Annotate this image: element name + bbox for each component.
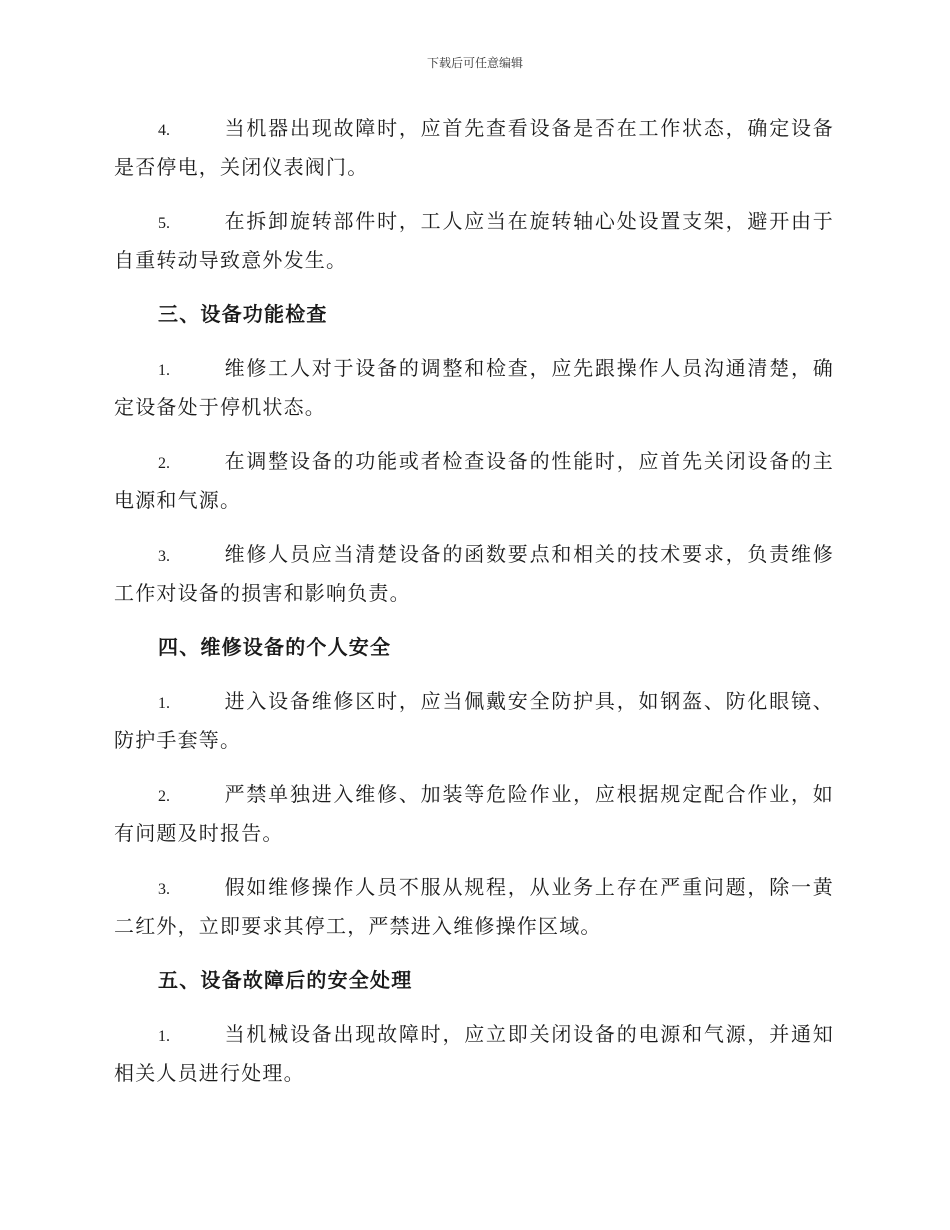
- section-heading: 四、维修设备的个人安全: [158, 635, 392, 659]
- section-heading: 三、设备功能检查: [158, 302, 328, 326]
- item-text: 严禁单独进入维修、加装等危险作业，应根据规定配合作业，如有问题及时报告。: [114, 782, 834, 845]
- item-text: 在调整设备的功能或者检查设备的性能时，应首先关闭设备的主电源和气源。: [114, 449, 834, 512]
- item-number: 1.: [158, 362, 170, 379]
- list-item: [114, 776, 834, 851]
- item-number: 5.: [158, 215, 170, 232]
- list-item: [114, 110, 834, 185]
- item-text: 在拆卸旋转部件时，工人应当在旋转轴心处设置支架，避开由于自重转动导致意外发生。: [114, 209, 834, 272]
- list-item: [114, 869, 834, 944]
- list-item: [114, 683, 834, 758]
- item-number: 2.: [158, 455, 170, 472]
- list-item: [114, 443, 834, 518]
- item-text: 当机械设备出现故障时，应立即关闭设备的电源和气源，并通知相关人员进行处理。: [114, 1022, 834, 1085]
- item-number: 4.: [158, 122, 170, 139]
- item-number: 1.: [158, 695, 170, 712]
- item-text: 维修工人对于设备的调整和检查，应先跟操作人员沟通清楚，确定设备处于停机状态。: [114, 356, 834, 419]
- section-heading: 五、设备故障后的安全处理: [158, 968, 413, 992]
- list-item: [114, 536, 834, 611]
- item-text: 当机器出现故障时，应首先查看设备是否在工作状态，确定设备是否停电，关闭仪表阀门。: [114, 116, 834, 179]
- item-text: 进入设备维修区时，应当佩戴安全防护具，如钢盔、防化眼镜、防护手套等。: [114, 689, 834, 752]
- list-item: [114, 1016, 834, 1091]
- item-number: 1.: [158, 1028, 170, 1045]
- item-number: 2.: [158, 788, 170, 805]
- item-text: 维修人员应当清楚设备的函数要点和相关的技术要求，负责维修工作对设备的损害和影响负责。: [114, 542, 834, 605]
- item-text: 假如维修操作人员不服从规程，从业务上存在严重问题，除一黄二红外，立即要求其停工，严禁进入维修操作区域。: [114, 875, 834, 938]
- list-item: [114, 203, 834, 278]
- list-item: [114, 350, 834, 425]
- page-header: 下载后可任意编辑: [426, 56, 523, 70]
- item-number: 3.: [158, 881, 170, 898]
- document-body: [114, 110, 834, 1109]
- item-number: 3.: [158, 548, 170, 565]
